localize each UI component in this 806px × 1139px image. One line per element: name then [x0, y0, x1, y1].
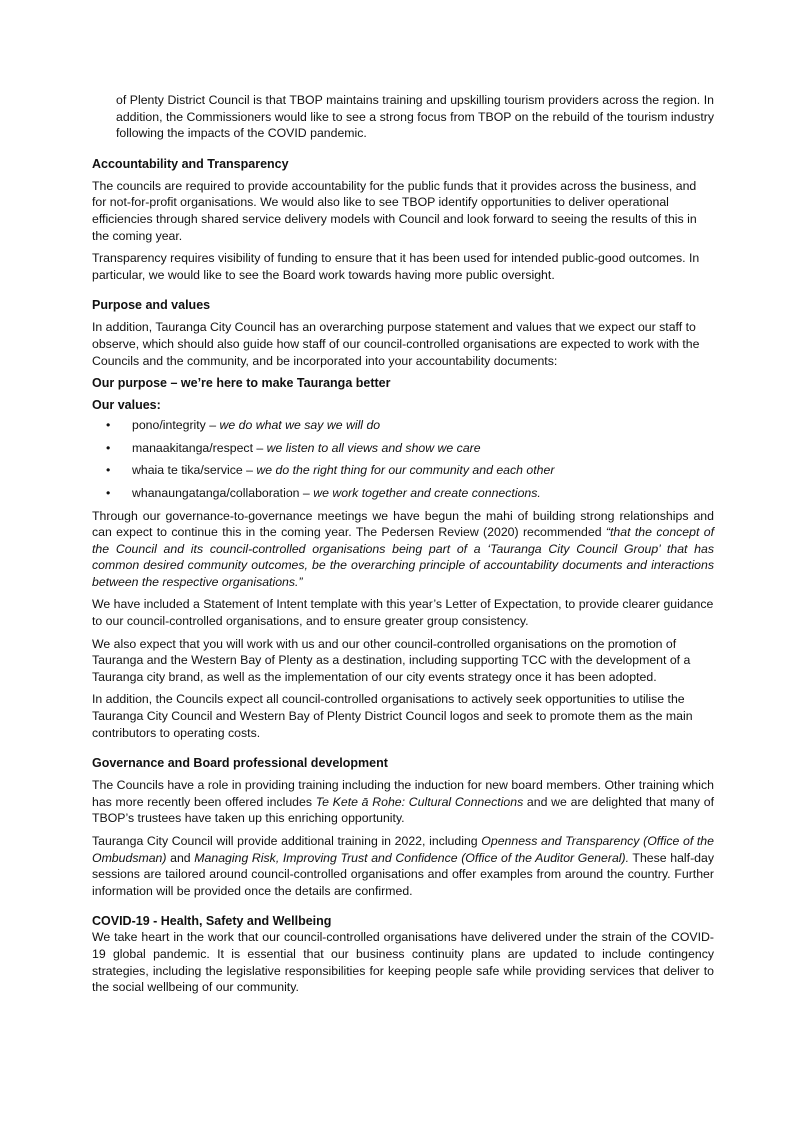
purpose-paragraph-4: We also expect that you will work with us and our other council-controlled organisations on the promotion of Tauranga and the Western Bay of Plenty as a destination, including supporting TCC with the development of a Tauranga city brand, as well as the implementation of our city events strategy once it has been adopted. — [92, 636, 691, 684]
accountability-paragraph-1: The councils are required to provide accountability for the public funds that it provides across the business, and for not-for-profit organisations. We would also like to see TBOP identify opportunities to deliver operational efficiencies through shared service delivery models with Council and look forward to seeing the results of this in the coming year. — [92, 178, 697, 243]
document-page — [92, 92, 714, 996]
list-item: • whaia te tika/service – we do the right thing for our community and each other — [106, 463, 555, 478]
covid-paragraph-1: We take heart in the work that our council-controlled organisations have delivered under the strain of the COVID-19 global pandemic. It is essential that our business continuity plans are updated to include contingency strategies, including the legislative responsibilities for keeping people safe while providing services that deliver to the social wellbeing of our community. — [92, 930, 714, 995]
governance-paragraph-2: Tauranga City Council will provide additional training in 2022, including Openness and Transparency (Office of the Ombudsman) and Managing Risk, Improving Trust and Confidence (Office of the Auditor General). These half-day sessions are tailored around council-controlled organisations and offer examples from around the country. Further information will be provided once the details are confirmed. — [92, 834, 714, 898]
bullet-icon: • — [106, 485, 111, 500]
list-item: • manaakitanga/respect – we listen to all views and show we care — [106, 440, 481, 455]
list-item: • pono/integrity – we do what we say we will do — [106, 418, 381, 433]
intro-continuation: of Plenty District Council is that TBOP maintains training and upskilling tourism providers across the region. In addition, the Commissioners would like to see a strong focus from TBOP on the rebuild of the tourism industry following the impacts of the COVID pandemic. — [116, 93, 714, 141]
values-list — [92, 417, 714, 501]
our-purpose-statement: Our purpose – we’re here to make Tauranga better — [92, 376, 391, 391]
purpose-paragraph-5: In addition, the Councils expect all council-controlled organisations to actively seek opportunities to utilise the Tauranga City Council and Western Bay of Plenty District Council logos and seek to promote them as the main contributors to operating costs. — [92, 692, 693, 740]
bullet-icon: • — [106, 463, 111, 478]
bullet-icon: • — [106, 418, 111, 433]
list-item: • whanaungatanga/collaboration – we work together and create connections. — [106, 485, 541, 500]
accountability-heading: Accountability and Transparency — [92, 156, 289, 171]
covid-heading: COVID-19 - Health, Safety and Wellbeing — [92, 914, 332, 929]
accountability-paragraph-2: Transparency requires visibility of funding to ensure that it has been used for intended public-good outcomes. In particular, we would like to see the Board work towards having more public oversight. — [92, 251, 700, 282]
governance-heading: Governance and Board professional development — [92, 756, 388, 771]
bullet-icon: • — [106, 440, 111, 455]
our-values-heading: Our values: — [92, 398, 161, 413]
purpose-paragraph-1: In addition, Tauranga City Council has an overarching purpose statement and values that we expect our staff to observe, which should also guide how staff of our council-controlled organisations are expected to work with the Councils and the community, and be incorporated into your accountability documents: — [92, 320, 700, 368]
purpose-paragraph-3: We have included a Statement of Intent template with this year’s Letter of Expectation, to provide clearer guidance to our council-controlled organisations, and to ensure greater group consistency. — [92, 597, 714, 629]
purpose-paragraph-2: Through our governance-to-governance meetings we have begun the mahi of building strong relationships and can expect to continue this in the coming year. The Pedersen Review (2020) recommended “that the concept of the Council and its council-controlled organisations being part of a ‘Tauranga City Council Group’ that has common desired community outcomes, be the overarching principle of accountability documents and interactions between the respective organisations.” — [92, 508, 715, 589]
purpose-heading: Purpose and values — [92, 298, 211, 313]
governance-paragraph-1: The Councils have a role in providing training including the induction for new board members. Other training which has more recently been offered includes Te Kete ā Rohe: Cultural Connections and we are delighted that many of TBOP’s trustees have taken up this enriching opportunity. — [92, 778, 714, 826]
